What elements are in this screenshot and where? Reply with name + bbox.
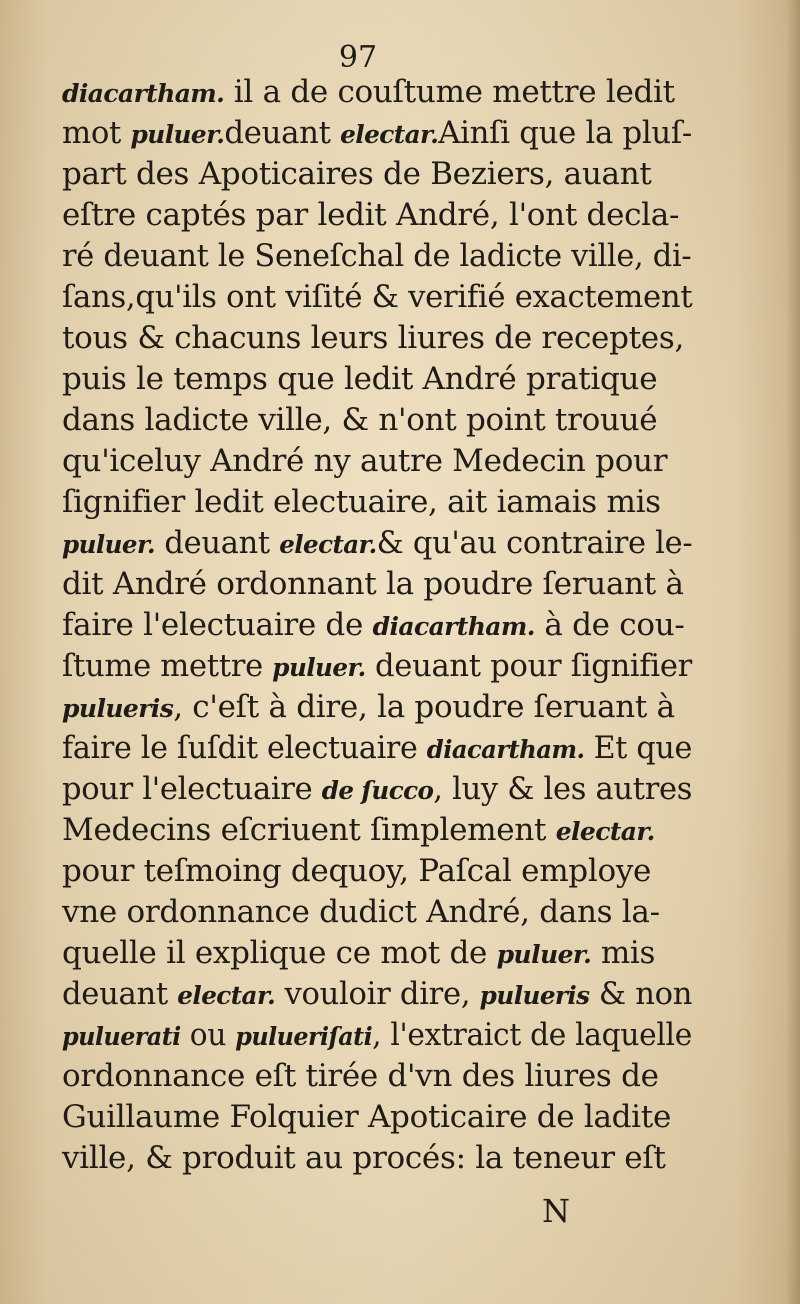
italic-term: diacartham. (62, 79, 225, 108)
text-segment: qu'iceluy André ny autre Medecin pour (62, 443, 668, 479)
text-line (62, 728, 692, 769)
italic-term: pulueratі (62, 1022, 181, 1051)
italic-term: pulueriſati (235, 1022, 373, 1051)
italic-term: electar. (279, 530, 377, 559)
text-line (62, 646, 692, 687)
text-segment: dit André ordonnant la poudre ſeruant à (62, 566, 684, 602)
text-line (62, 400, 692, 441)
text-line (62, 318, 692, 359)
signature-mark: N (542, 1192, 570, 1230)
italic-term: electar. (177, 981, 276, 1010)
text-line (62, 769, 693, 810)
text-segment: , c'eſt à dire, la poudre ſeruant à (173, 689, 675, 725)
text-line (62, 523, 693, 564)
text-line (62, 1097, 692, 1138)
text-segment: pour l'electuaire (62, 771, 322, 807)
text-line (62, 482, 692, 523)
text-segment: ſans,qu'ils ont viſité & verifié exactement (62, 279, 693, 315)
text-segment: ville, & produit au procés: la teneur eſt (62, 1140, 666, 1176)
body-text (62, 72, 692, 1179)
text-segment: ſignifier ledit electuaire, ait iamais mis (62, 484, 661, 520)
text-line (62, 892, 692, 933)
text-segment: part des Apoticaires de Beziers, auant (62, 156, 652, 192)
italic-term: pulueris (62, 694, 174, 723)
text-segment: ſtume mettre (62, 648, 273, 684)
text-line (62, 851, 692, 892)
text-segment: Et que (584, 730, 692, 766)
text-segment: il a de couſtume mettre ledit (224, 74, 675, 110)
text-segment: deuant (62, 976, 178, 1012)
text-line (62, 277, 693, 318)
text-line (62, 441, 692, 482)
text-line (62, 933, 692, 974)
text-segment: Medecins eſcriuent ſimplement (62, 812, 556, 848)
text-line (62, 359, 692, 400)
text-segment: mot (62, 115, 131, 151)
text-segment: dans ladicte ville, & n'ont point trouué (62, 402, 658, 438)
text-segment: vouloir dire, (275, 976, 480, 1012)
italic-term: electar. (555, 817, 655, 846)
text-segment: faire l'electuaire de (62, 607, 373, 643)
text-segment: eſtre captés par ledit André, l'ont decla- (62, 197, 680, 233)
italic-term: puluer. (130, 120, 225, 149)
text-segment: deuant (224, 115, 341, 151)
text-line (62, 974, 693, 1015)
text-segment: ré deuant le Seneſchal de ladicte ville, di- (62, 238, 692, 274)
text-line (62, 605, 692, 646)
text-segment: vne ordonnance dudict André, dans la- (62, 894, 660, 930)
page-edge-shadow (786, 0, 800, 1304)
text-segment: pour teſmoing dequoy, Paſcal employe (62, 853, 652, 889)
text-segment: mis (591, 935, 656, 971)
text-line (62, 154, 692, 195)
text-line (62, 113, 693, 154)
text-segment: deuant (155, 525, 280, 561)
text-segment: tous & chacuns leurs liures de receptes, (62, 320, 685, 356)
text-segment: deuant pour ſignifier (365, 648, 692, 684)
text-segment: Ainſi que la pluſ- (438, 115, 693, 151)
text-segment: Guillaume Folquier Apoticaire de ladite (62, 1099, 671, 1135)
text-segment: faire le ſuſdit electuaire (62, 730, 427, 766)
italic-term: puluer. (272, 653, 366, 682)
text-line (62, 195, 692, 236)
text-line (62, 72, 692, 113)
text-segment: , luy & les autres (433, 771, 693, 807)
italic-term: de ſucco (321, 776, 434, 805)
text-segment: & non (589, 976, 693, 1012)
text-segment: , l'extraict de laquelle (372, 1017, 692, 1053)
text-segment: quelle il explique ce mot de (62, 935, 497, 971)
italic-term: diacartham. (372, 612, 535, 641)
text-segment: puis le temps que ledit André pratique (62, 361, 658, 397)
text-line (62, 236, 692, 277)
italic-term: diacartham. (426, 735, 585, 764)
text-line (62, 564, 692, 605)
text-line (62, 1056, 692, 1097)
page-number: 97 (338, 40, 378, 75)
italic-term: puluer. (496, 940, 592, 969)
text-segment: ordonnance eſt tirée d'vn des liures de (62, 1058, 659, 1094)
italic-term: puluer. (62, 530, 156, 559)
text-segment: à de cou- (534, 607, 685, 643)
text-line (62, 1015, 692, 1056)
italic-term: pulueris (479, 981, 590, 1010)
text-segment: ou (180, 1017, 236, 1053)
text-segment: & qu'au contraire le- (376, 525, 693, 561)
text-line (62, 1138, 692, 1179)
italic-term: electar. (340, 120, 439, 149)
text-line (62, 810, 692, 851)
text-line (62, 687, 692, 728)
